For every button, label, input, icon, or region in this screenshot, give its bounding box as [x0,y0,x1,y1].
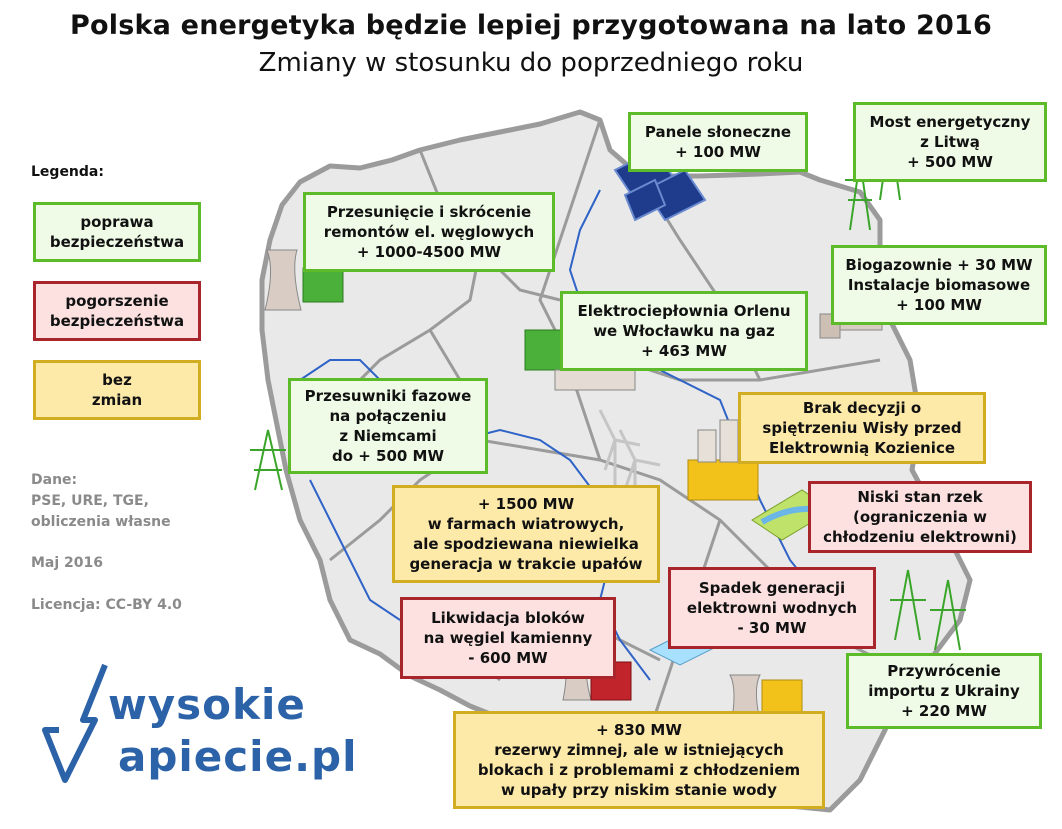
box-text: elektrowni wodnych [686,599,858,617]
legend-text: bezpieczeństwa [49,233,185,251]
logo-line2: apiecie.pl [118,732,358,781]
box-text: Przywrócenie [887,662,1001,680]
legend-improvement [33,202,201,262]
box-text: z Litwą [920,133,980,151]
box-text: blokach i z problemami z chłodzeniem [477,761,801,779]
box-text: Most energetyczny [869,113,1031,131]
box-text: - 600 MW [468,649,548,667]
box-text: Niski stan rzek [857,488,983,506]
lithuania-box [853,102,1047,182]
box-text: na połączeniu [329,407,447,425]
box-text: generacja w trakcie upałów [409,555,643,573]
legend-text: zmian [91,391,143,409]
low-rivers-box [808,481,1032,553]
solar-box [628,112,808,172]
box-text: Panele słoneczne [644,123,792,141]
box-text: + 1000-4500 MW [356,243,502,261]
box-text: remontów el. węglowych [323,223,535,241]
box-text: + 830 MW [596,721,682,739]
box-text: Spadek generacji [698,579,846,597]
repairs-box [303,192,555,272]
hydro-box [668,567,876,649]
box-text: chłodzeniu elektrowni) [823,528,1017,546]
box-text: we Włocławku na gaz [593,322,775,340]
box-text: spiętrzeniu Wisły przed [762,419,962,437]
box-text: (ograniczenia w [852,508,988,526]
data-sources [31,470,171,533]
legend-text: bezpieczeństwa [49,312,185,330]
box-text: + 500 MW [907,153,993,171]
box-text: + 100 MW [675,143,761,161]
box-text: importu z Ukrainy [868,682,1020,700]
reserve-box [453,711,825,809]
box-text: + 220 MW [901,702,987,720]
box-text: w farmach wiatrowych, [427,515,625,533]
ukraine-box [846,653,1042,729]
box-text: Instalacje biomasowe [847,276,1031,294]
legend-text: poprawa [80,213,154,231]
box-text: Elektrownią Kozienice [768,439,956,457]
page-subtitle: Zmiany w stosunku do poprzedniego roku [258,48,804,78]
box-text: + 463 MW [641,342,727,360]
legend-text: pogorszenie [65,292,169,310]
biogas-box [831,245,1047,325]
box-text: Biogazownie + 30 MW [845,256,1033,274]
box-text: na węgiel kamienny [423,629,593,647]
box-text: Elektrociepłownia Orlenu [577,302,791,320]
box-text: do + 500 MW [331,447,445,465]
legend-no-change [33,360,201,420]
vistula-box [738,392,986,464]
box-text: rezerwy zimnej, ale w istniejących [494,741,784,759]
coal-closure-box [400,597,616,679]
phase-shifters-box [288,378,488,474]
box-text: Likwidacja bloków [431,609,585,627]
wind-box [392,485,660,583]
legend-deterioration [33,281,201,341]
box-text: - 30 MW [737,619,807,637]
box-text: + 100 MW [896,296,982,314]
data-source-line: PSE, URE, TGE, [31,493,149,509]
license-label: Licencja: CC-BY 4.0 [31,597,182,613]
legend-text: bez [102,371,132,389]
box-text: Przesunięcie i skrócenie [326,203,532,221]
box-text: Brak decyzji o [802,399,922,417]
page-title: Polska energetyka będzie lepiej przygotowana na lato 2016 [70,10,992,41]
logo-line1: wysokie [108,680,306,729]
box-text: w upały przy niskim stanie wody [501,781,777,799]
box-text: z Niemcami [339,427,437,445]
date-label: Maj 2016 [31,555,104,571]
data-label: Dane: [31,472,78,488]
data-source-line: obliczenia własne [31,514,171,530]
orlen-box [560,291,808,371]
box-text: + 1500 MW [477,495,575,513]
box-text: ale spodziewana niewielka [413,535,639,553]
box-text: Przesuwniki fazowe [304,387,472,405]
legend-title: Legenda: [31,164,104,180]
